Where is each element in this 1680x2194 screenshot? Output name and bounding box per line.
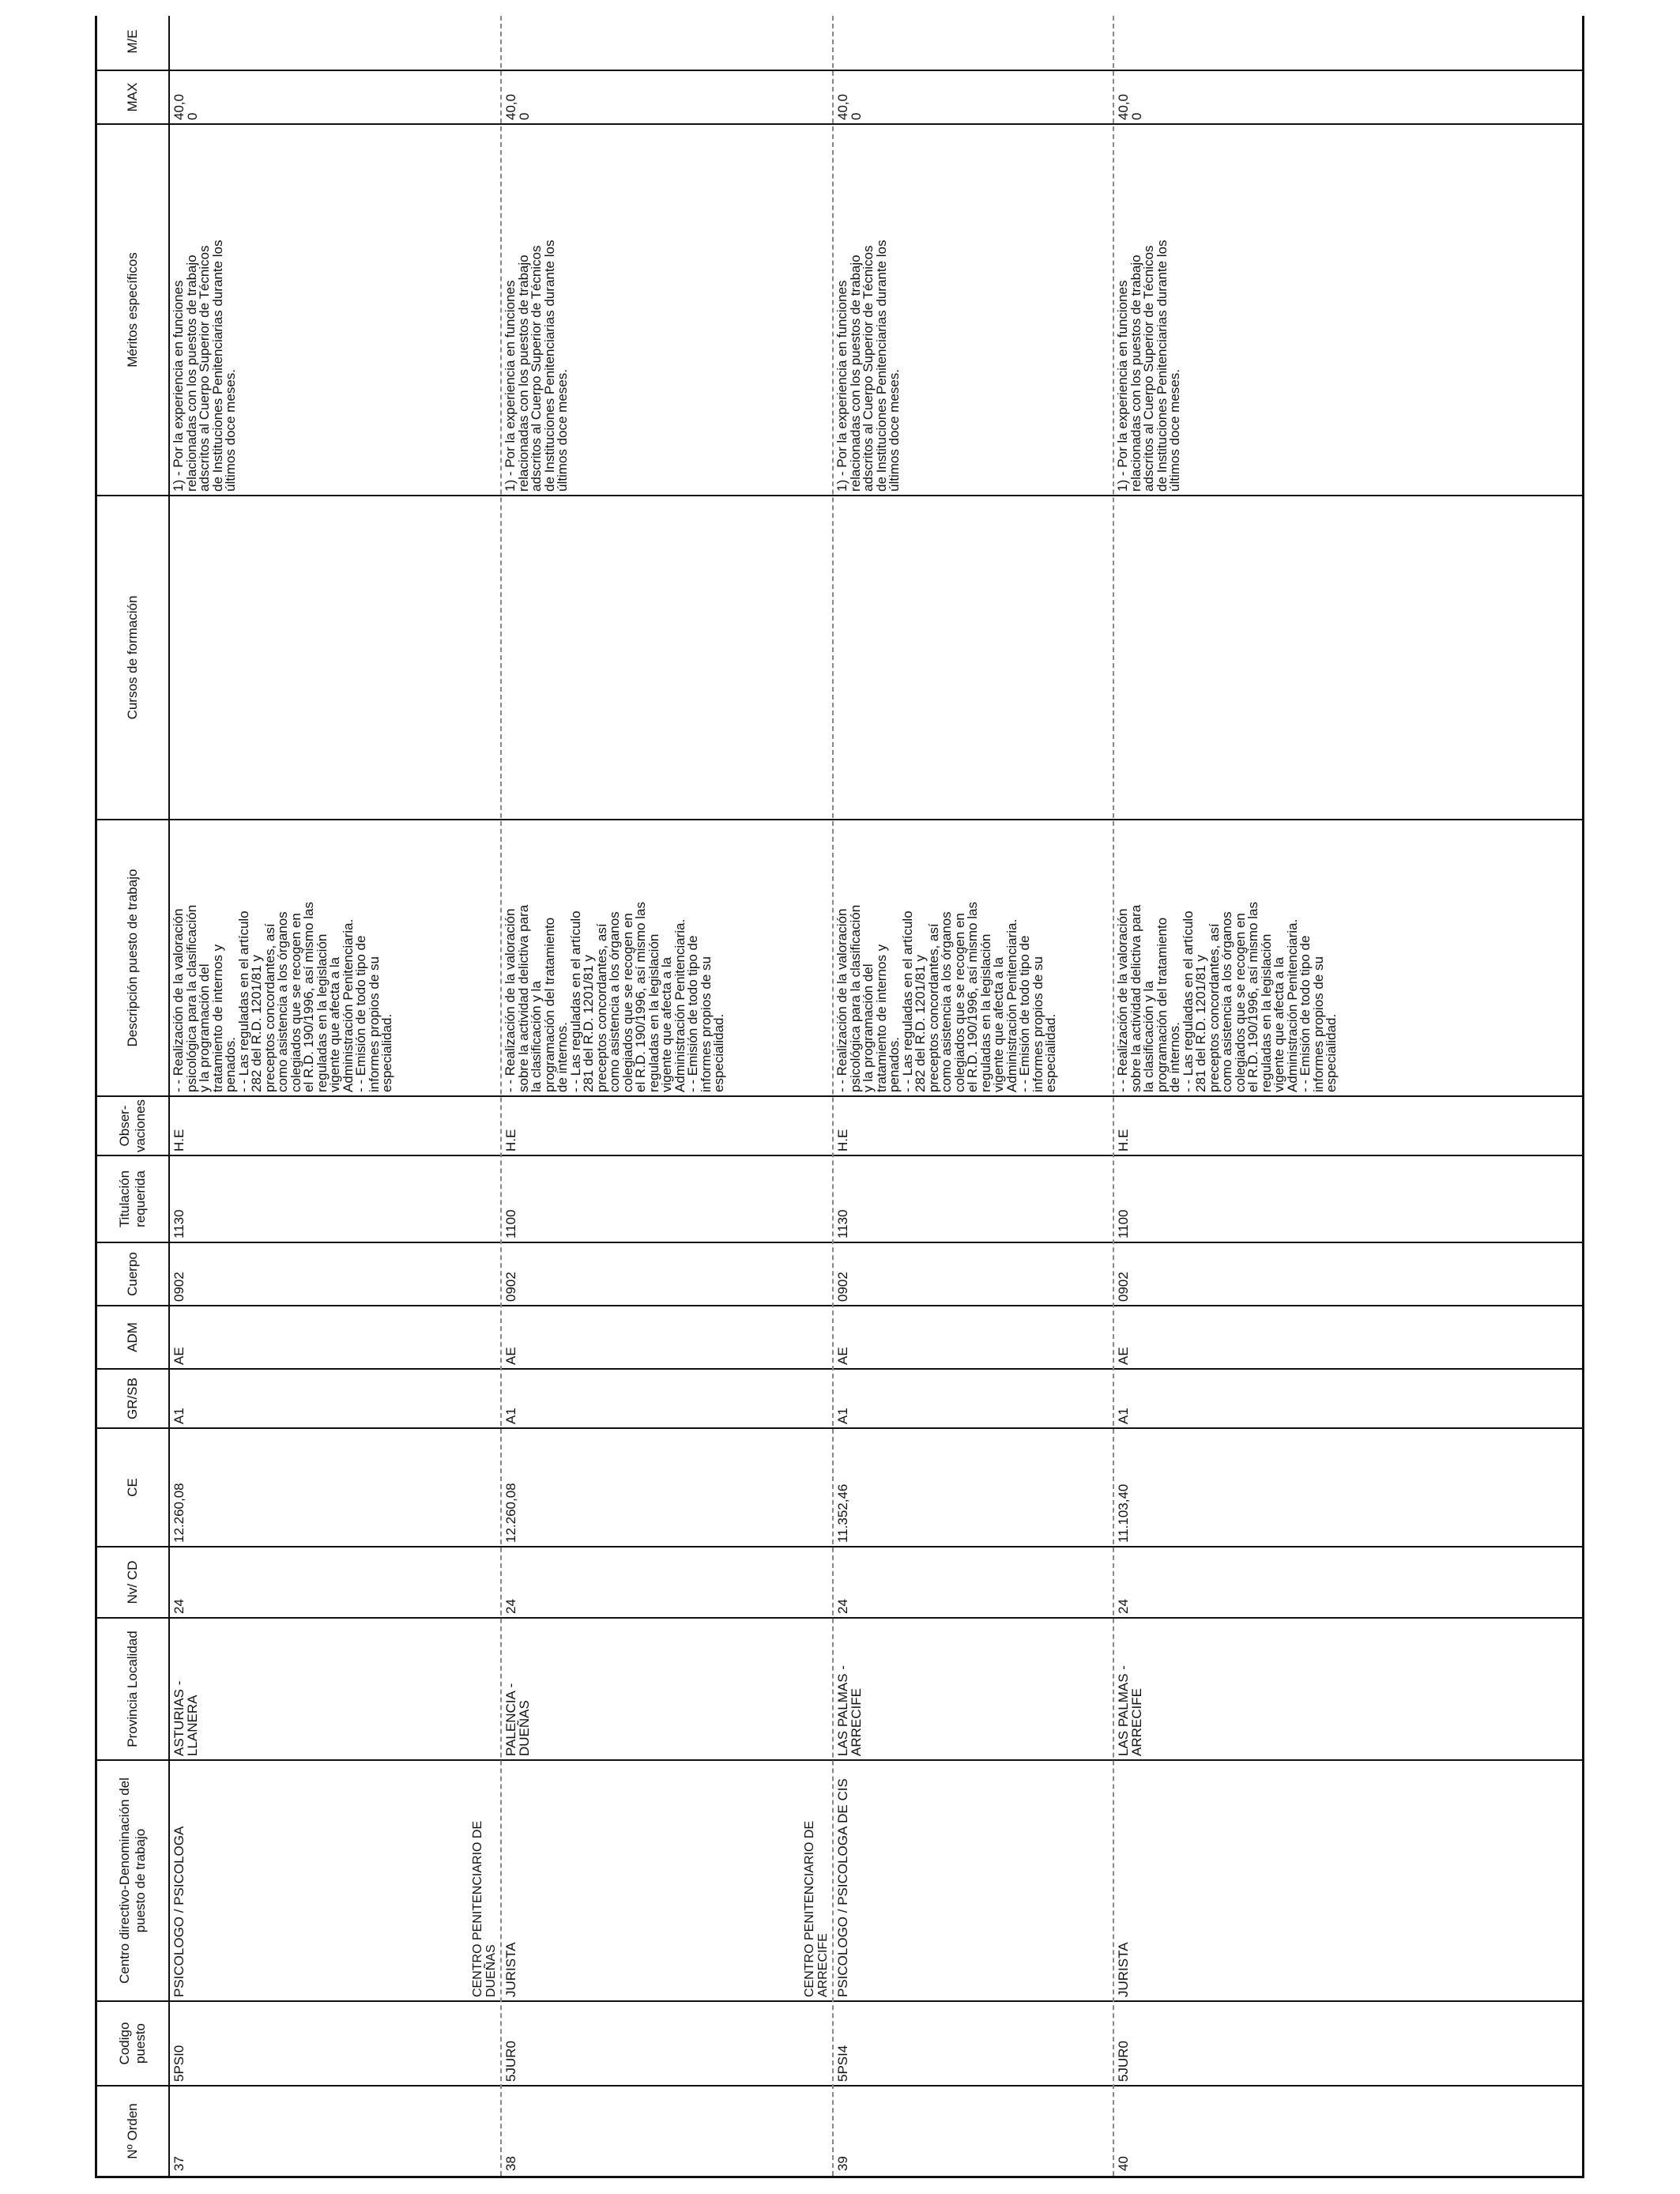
cell-meritos: 1) - Por la experiencia en funciones relacionadas con los puestos de trabajo adscritos al Cuerpo Superior de Técnicos de Instituciones Penitenciarias durante los últimos doce meses. bbox=[171, 239, 238, 492]
column-cursos bbox=[97, 496, 1582, 820]
header-titulacion: Titulación requerida bbox=[117, 1170, 148, 1228]
cell-codigo: 5PSI0 bbox=[171, 2045, 186, 2082]
cell-adm: AE bbox=[171, 1347, 186, 1365]
cell-grupo: A1 bbox=[503, 1408, 518, 1424]
header-adm: ADM bbox=[125, 1322, 140, 1352]
cell-orden: 40 bbox=[1116, 2156, 1131, 2171]
cell-puesto: JURISTA bbox=[503, 1942, 518, 1997]
header-descripcion: Descripción puesto de trabajo bbox=[125, 869, 140, 1047]
cell-cuerpo: 0902 bbox=[1116, 1272, 1131, 1302]
header-meritos: Méritos específicos bbox=[125, 252, 140, 368]
cell-observaciones: H.E bbox=[835, 1129, 850, 1152]
column-me bbox=[97, 13, 1582, 71]
cell-codigo: 5JUR0 bbox=[1116, 2041, 1131, 2082]
cell-descripcion: - - Realización de la valoración psicológica para la clasificación y la programación del tratamiento de internos y penados. - - Las reguladas en el artículo 282 del R.D. 1201/81 y preceptos concordantes, así como asistencia a los órganos colegiados que se recogen en el R.D. 190/1996, así mismo las reguladas en la legislación vigente que afecta a la Administración Penitenciaria. - - Emisión de todo tipo de informes propios de su especialidad. bbox=[171, 902, 394, 1092]
header-centro: Centro directivo-Denominación del puesto de trabajo bbox=[117, 1777, 148, 1984]
cell-grupo: A1 bbox=[171, 1408, 186, 1424]
cell-provincia: LAS PALMAS - ARRECIFE bbox=[835, 1665, 864, 1756]
cell-cuerpo: 0902 bbox=[835, 1272, 850, 1302]
cell-puesto: PSICOLOGO / PSICOLOGA bbox=[171, 1826, 186, 1997]
header-grupo: GR/SB bbox=[125, 1378, 140, 1419]
cell-orden: 39 bbox=[835, 2156, 850, 2171]
header-rule bbox=[168, 16, 170, 2176]
cell-ce: 12.260,08 bbox=[171, 1483, 186, 1543]
cell-adm: AE bbox=[503, 1347, 518, 1365]
header-observaciones: Obser-vaciones bbox=[117, 1099, 148, 1153]
cell-nivel: 24 bbox=[503, 1599, 518, 1614]
header-codigo: Codigo puesto bbox=[117, 2022, 148, 2065]
header-cuerpo: Cuerpo bbox=[125, 1252, 140, 1296]
cell-titulacion: 1100 bbox=[1116, 1209, 1131, 1238]
cell-max: 40,0 0 bbox=[835, 93, 864, 120]
header-cursos: Cursos de formación bbox=[125, 595, 140, 720]
cell-max: 40,0 0 bbox=[1116, 93, 1144, 120]
cell-centro-heading: CENTRO PENITENCIARIO DE DUEÑAS bbox=[471, 1820, 498, 1997]
cell-grupo: A1 bbox=[1116, 1408, 1131, 1424]
cell-meritos: 1) - Por la experiencia en funciones relacionadas con los puestos de trabajo adscritos al Cuerpo Superior de Técnicos de Instituciones Penitenciarias durante los últimos doce meses. bbox=[1115, 239, 1182, 492]
cell-orden: 38 bbox=[503, 2156, 518, 2171]
cell-nivel: 24 bbox=[835, 1599, 850, 1614]
cell-observaciones: H.E bbox=[171, 1129, 186, 1152]
cell-ce: 11.103,40 bbox=[1116, 1483, 1131, 1543]
row-separator bbox=[500, 16, 502, 2176]
cell-provincia: LAS PALMAS - ARRECIFE bbox=[1116, 1665, 1144, 1756]
cell-titulacion: 1130 bbox=[835, 1209, 850, 1238]
cell-observaciones: H.E bbox=[503, 1129, 518, 1152]
header-orden: Nº Orden bbox=[125, 2103, 140, 2159]
cell-centro-heading: CENTRO PENITENCIARIO DE ARRECIFE bbox=[803, 1820, 830, 1997]
cell-cuerpo: 0902 bbox=[503, 1272, 518, 1302]
cell-nivel: 24 bbox=[171, 1599, 186, 1614]
row-separator bbox=[1113, 16, 1114, 2176]
cell-max: 40,0 0 bbox=[171, 93, 200, 120]
cell-orden: 37 bbox=[171, 2156, 186, 2171]
cell-descripcion: - - Realización de la valoración sobre la actividad delictiva para la clasificación y la programación del tratamiento de internos. - - Las reguladas en el artículo 281 del R.D. 1201/81 y preceptos concordantes, así como asistencia a los órganos colegiados que se recogen en el R.D. 190/1996, así mismo las reguladas en la legislación vigente que afecta a la Administración Penitenciaria. - - Emisión de todo tipo de informes propios de su especialidad. bbox=[503, 902, 726, 1092]
cell-nivel: 24 bbox=[1116, 1599, 1131, 1614]
header-provincia: Provincia Localidad bbox=[125, 1630, 140, 1747]
header-ce: CE bbox=[125, 1478, 140, 1497]
cell-observaciones: H.E bbox=[1116, 1129, 1131, 1152]
header-me: M/E bbox=[125, 29, 140, 54]
cell-max: 40,0 0 bbox=[503, 93, 532, 120]
cell-ce: 12.260,08 bbox=[503, 1483, 518, 1543]
positions-table bbox=[95, 16, 1584, 2178]
cell-titulacion: 1100 bbox=[503, 1209, 518, 1238]
header-nivel: Nv/ CD bbox=[125, 1560, 140, 1604]
cell-adm: AE bbox=[1116, 1347, 1131, 1365]
cell-titulacion: 1130 bbox=[171, 1209, 186, 1238]
cell-meritos: 1) - Por la experiencia en funciones relacionadas con los puestos de trabajo adscritos al Cuerpo Superior de Técnicos de Instituciones Penitenciarias durante los últimos doce meses. bbox=[834, 239, 902, 492]
cell-meritos: 1) - Por la experiencia en funciones relacionadas con los puestos de trabajo adscritos al Cuerpo Superior de Técnicos de Instituciones Penitenciarias durante los últimos doce meses. bbox=[503, 239, 570, 492]
cell-provincia: ASTURIAS - LLANERA bbox=[171, 1680, 200, 1756]
cell-ce: 11.352,46 bbox=[835, 1483, 850, 1543]
cell-cuerpo: 0902 bbox=[171, 1272, 186, 1302]
cell-puesto: PSICOLOGO / PSICOLOGA DE CIS bbox=[835, 1778, 850, 1997]
cell-descripcion: - - Realización de la valoración psicológica para la clasificación y la programación del tratamiento de internos y penados. - - Las reguladas en el artículo 282 del R.D. 1201/81 y preceptos concordantes, así como asistencia a los órganos colegiados que se recogen en el R.D. 190/1996, así mismo las reguladas en la legislación vigente que afecta a la Administración Penitenciaria. - - Emisión de todo tipo de informes propios de su especialidad. bbox=[834, 902, 1058, 1092]
cell-codigo: 5JUR0 bbox=[503, 2041, 518, 2082]
cell-puesto: JURISTA bbox=[1116, 1942, 1131, 1997]
header-max: MAX bbox=[125, 82, 140, 112]
cell-grupo: A1 bbox=[835, 1408, 850, 1424]
row-separator bbox=[832, 16, 834, 2176]
cell-provincia: PALENCIA - DUEÑAS bbox=[503, 1683, 532, 1756]
cell-descripcion: - - Realización de la valoración sobre la actividad delictiva para la clasificación y la programación del tratamiento de internos. - - Las reguladas en el artículo 281 del R.D. 1201/81 y preceptos concordantes, así como asistencia a los órganos colegiados que se recogen en el R.D. 190/1996, así mismo las reguladas en la legislación vigente que afecta a la Administración Penitenciaria. - - Emisión de todo tipo de informes propios de su especialidad. bbox=[1115, 902, 1339, 1092]
cell-codigo: 5PSI4 bbox=[835, 2045, 850, 2082]
cell-adm: AE bbox=[835, 1347, 850, 1365]
